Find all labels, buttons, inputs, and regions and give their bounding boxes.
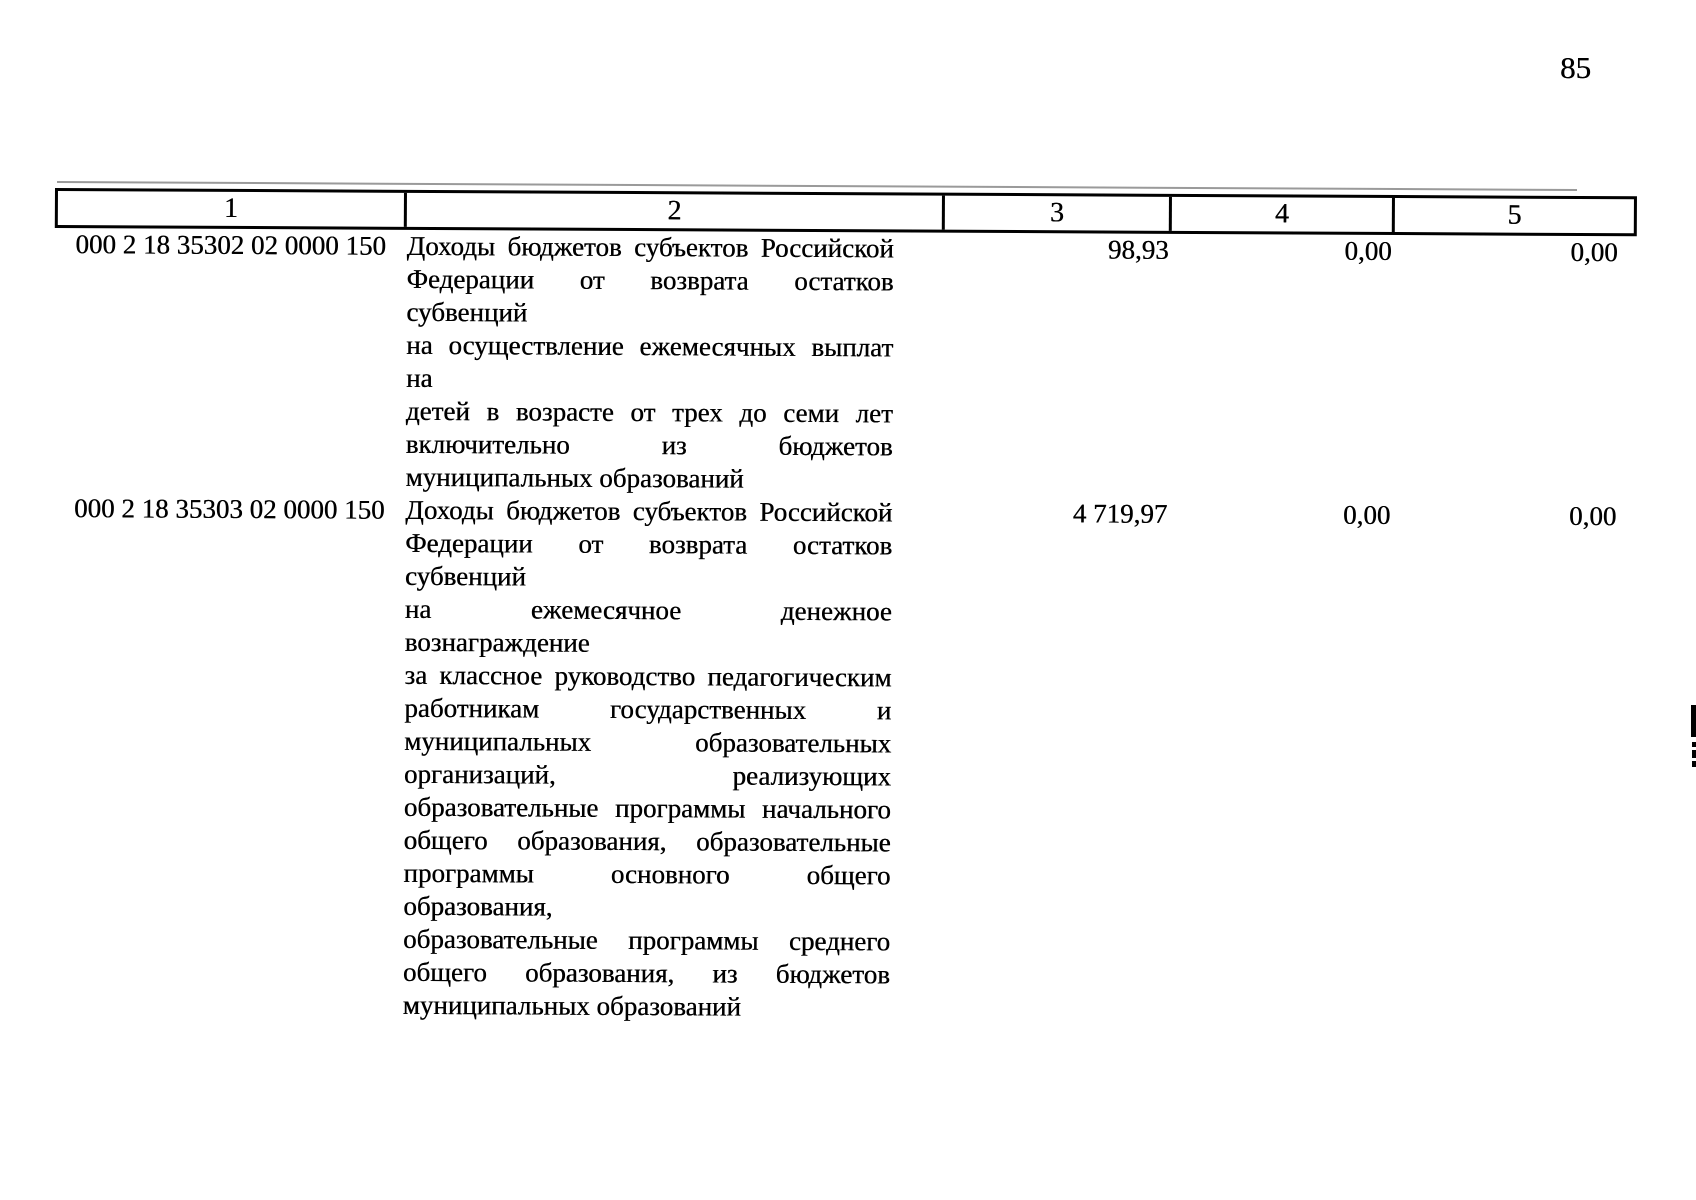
description-line: образовательные программы начального <box>403 791 891 825</box>
scan-artifact-mark <box>1691 705 1696 737</box>
row-value-col3: 4 719,97 <box>1072 498 1168 529</box>
header-cell-2: 2 <box>407 193 945 230</box>
row-description <box>403 494 944 1025</box>
description-line: Федерации от возврата остатков субвенций <box>406 263 894 328</box>
description-line: детей в возрасте от трех до семи лет <box>405 395 893 429</box>
row-description <box>405 230 944 497</box>
header-cell-5: 5 <box>1507 199 1522 231</box>
budget-table <box>51 188 1637 1028</box>
description-line: на осуществление ежемесячных выплат на <box>405 329 894 393</box>
description-line: образовательные программы среднего <box>402 923 891 957</box>
scan-artifact-mark <box>1692 742 1696 747</box>
row-value-col5: 0,00 <box>1568 500 1617 532</box>
description-line: муниципальных образовательных <box>404 725 892 759</box>
description-line: Федерации от возврата остатков субвенций <box>404 527 893 592</box>
description-line: муниципальных образований <box>405 461 744 494</box>
row-value-col5: 0,00 <box>1570 236 1618 268</box>
description-line: общего образования, образовательные <box>403 824 891 858</box>
description-line: за классное руководство педагогическим <box>404 659 892 693</box>
scan-artifact-mark <box>1692 750 1696 758</box>
description-line: Доходы бюджетов субъектов Российской <box>405 494 893 528</box>
row-code: 000 2 18 35302 02 0000 150 <box>75 229 387 261</box>
header-cell-3: 3 <box>945 196 1172 231</box>
description-line: включительно из бюджетов <box>405 428 893 462</box>
description-line: организаций, реализующих <box>403 758 892 792</box>
table-row <box>51 492 1636 1028</box>
table-row <box>53 228 1636 500</box>
description-line: Доходы бюджетов субъектов Российской <box>406 230 894 264</box>
description-line: общего образования, из бюджетов <box>402 956 890 990</box>
page-number: 85 <box>1560 50 1591 85</box>
description-line: работникам государственных и <box>404 692 892 726</box>
row-value-col4: 0,00 <box>1344 235 1392 266</box>
table-body <box>51 228 1637 1028</box>
scan-artifact-mark <box>1692 761 1696 767</box>
row-value-col4: 0,00 <box>1342 499 1391 530</box>
description-line: на ежемесячное денежное вознаграждение <box>404 593 892 658</box>
description-line: программы основного общего образования, <box>403 857 891 922</box>
header-cell-1: 1 <box>58 191 407 227</box>
header-cell-4: 4 <box>1172 197 1395 232</box>
description-line: муниципальных образований <box>402 989 741 1022</box>
row-code: 000 2 18 35303 02 0000 150 <box>73 493 385 525</box>
row-value-col3: 98,93 <box>1107 234 1169 265</box>
